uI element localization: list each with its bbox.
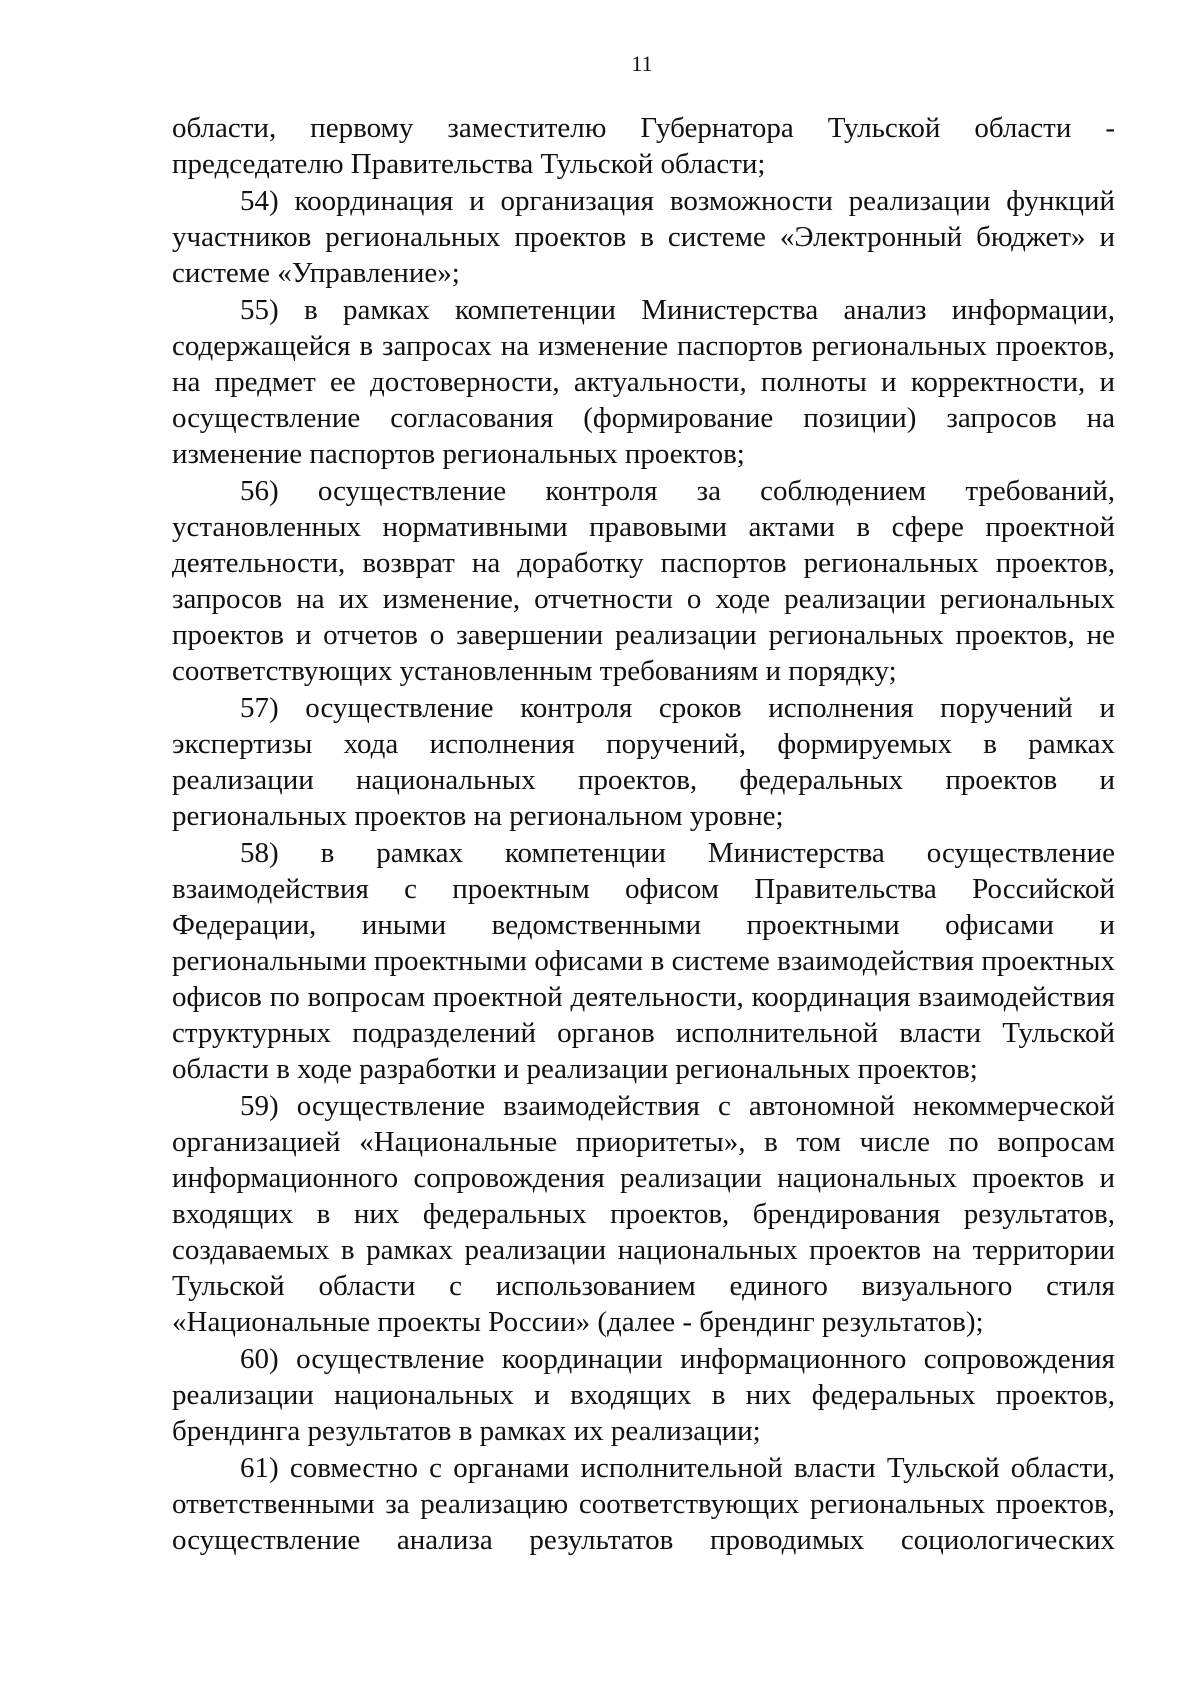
paragraph-item-55: 55) в рамках компетенции Министерства анализ информации, содержащейся в запросах на изменение паспортов региональных проектов, на предмет ее достоверности, актуальности, полноты и корректности, и осуществление согласования (формирование позиции) запросов на изменение паспортов региональных проектов; — [172, 294, 1115, 470]
paragraph-item-58: 58) в рамках компетенции Министерства осуществление взаимодействия с проектным офисом Правительства Российской Федерации, иными ведомственными проектными офисами и региональными проектными офисами в системе взаимодействия проектных офисов по вопросам проектной деятельности, координация взаимодействия структурных подразделений органов исполнительной власти Тульской области в ходе разработки и реализации региональных проектов; — [172, 837, 1115, 1085]
paragraph-item-56: 56) осуществление контроля за соблюдением требований, установленных нормативными правовыми актами в сфере проектной деятельности, возврат на доработку паспортов региональных проектов, запросов на их изменение, отчетности о ходе реализации региональных проектов и отчетов о завершении реализации региональных проектов, не соответствующих установленным требованиям и порядку; — [172, 475, 1115, 687]
page-number: 11 — [631, 51, 653, 76]
paragraph-item-60: 60) осуществление координации информационного сопровождения реализации национальных и входящих в них федеральных проектов, брендинга результатов в рамках их реализации; — [172, 1343, 1115, 1447]
paragraph-item-61: 61) совместно с органами исполнительной власти Тульской области, ответственными за реализацию соответствующих региональных проектов, осуществление анализа результатов проводимых социологических — [172, 1452, 1115, 1556]
paragraph-item-59: 59) осуществление взаимодействия с автономной некоммерческой организацией «Национальные приоритеты», в том числе по вопросам информационного сопровождения реализации национальных проектов и входящих в них федеральных проектов, брендирования результатов, создаваемых в рамках реализации национальных проектов на территории Тульской области с использованием единого визуального стиля «Национальные проекты России» (далее - брендинг результатов); — [172, 1090, 1115, 1338]
paragraph-continuation: области, первому заместителю Губернатора Тульской области - председателю Правительства Тульской области; — [172, 112, 1115, 180]
paragraph-item-57: 57) осуществление контроля сроков исполнения поручений и экспертизы хода исполнения поручений, формируемых в рамках реализации национальных проектов, федеральных проектов и региональных проектов на региональном уровне; — [172, 692, 1115, 832]
document-body — [172, 110, 1115, 1558]
paragraph-item-54: 54) координация и организация возможности реализации функций участников региональных проектов в системе «Электронный бюджет» и системе «Управление»; — [172, 185, 1115, 289]
